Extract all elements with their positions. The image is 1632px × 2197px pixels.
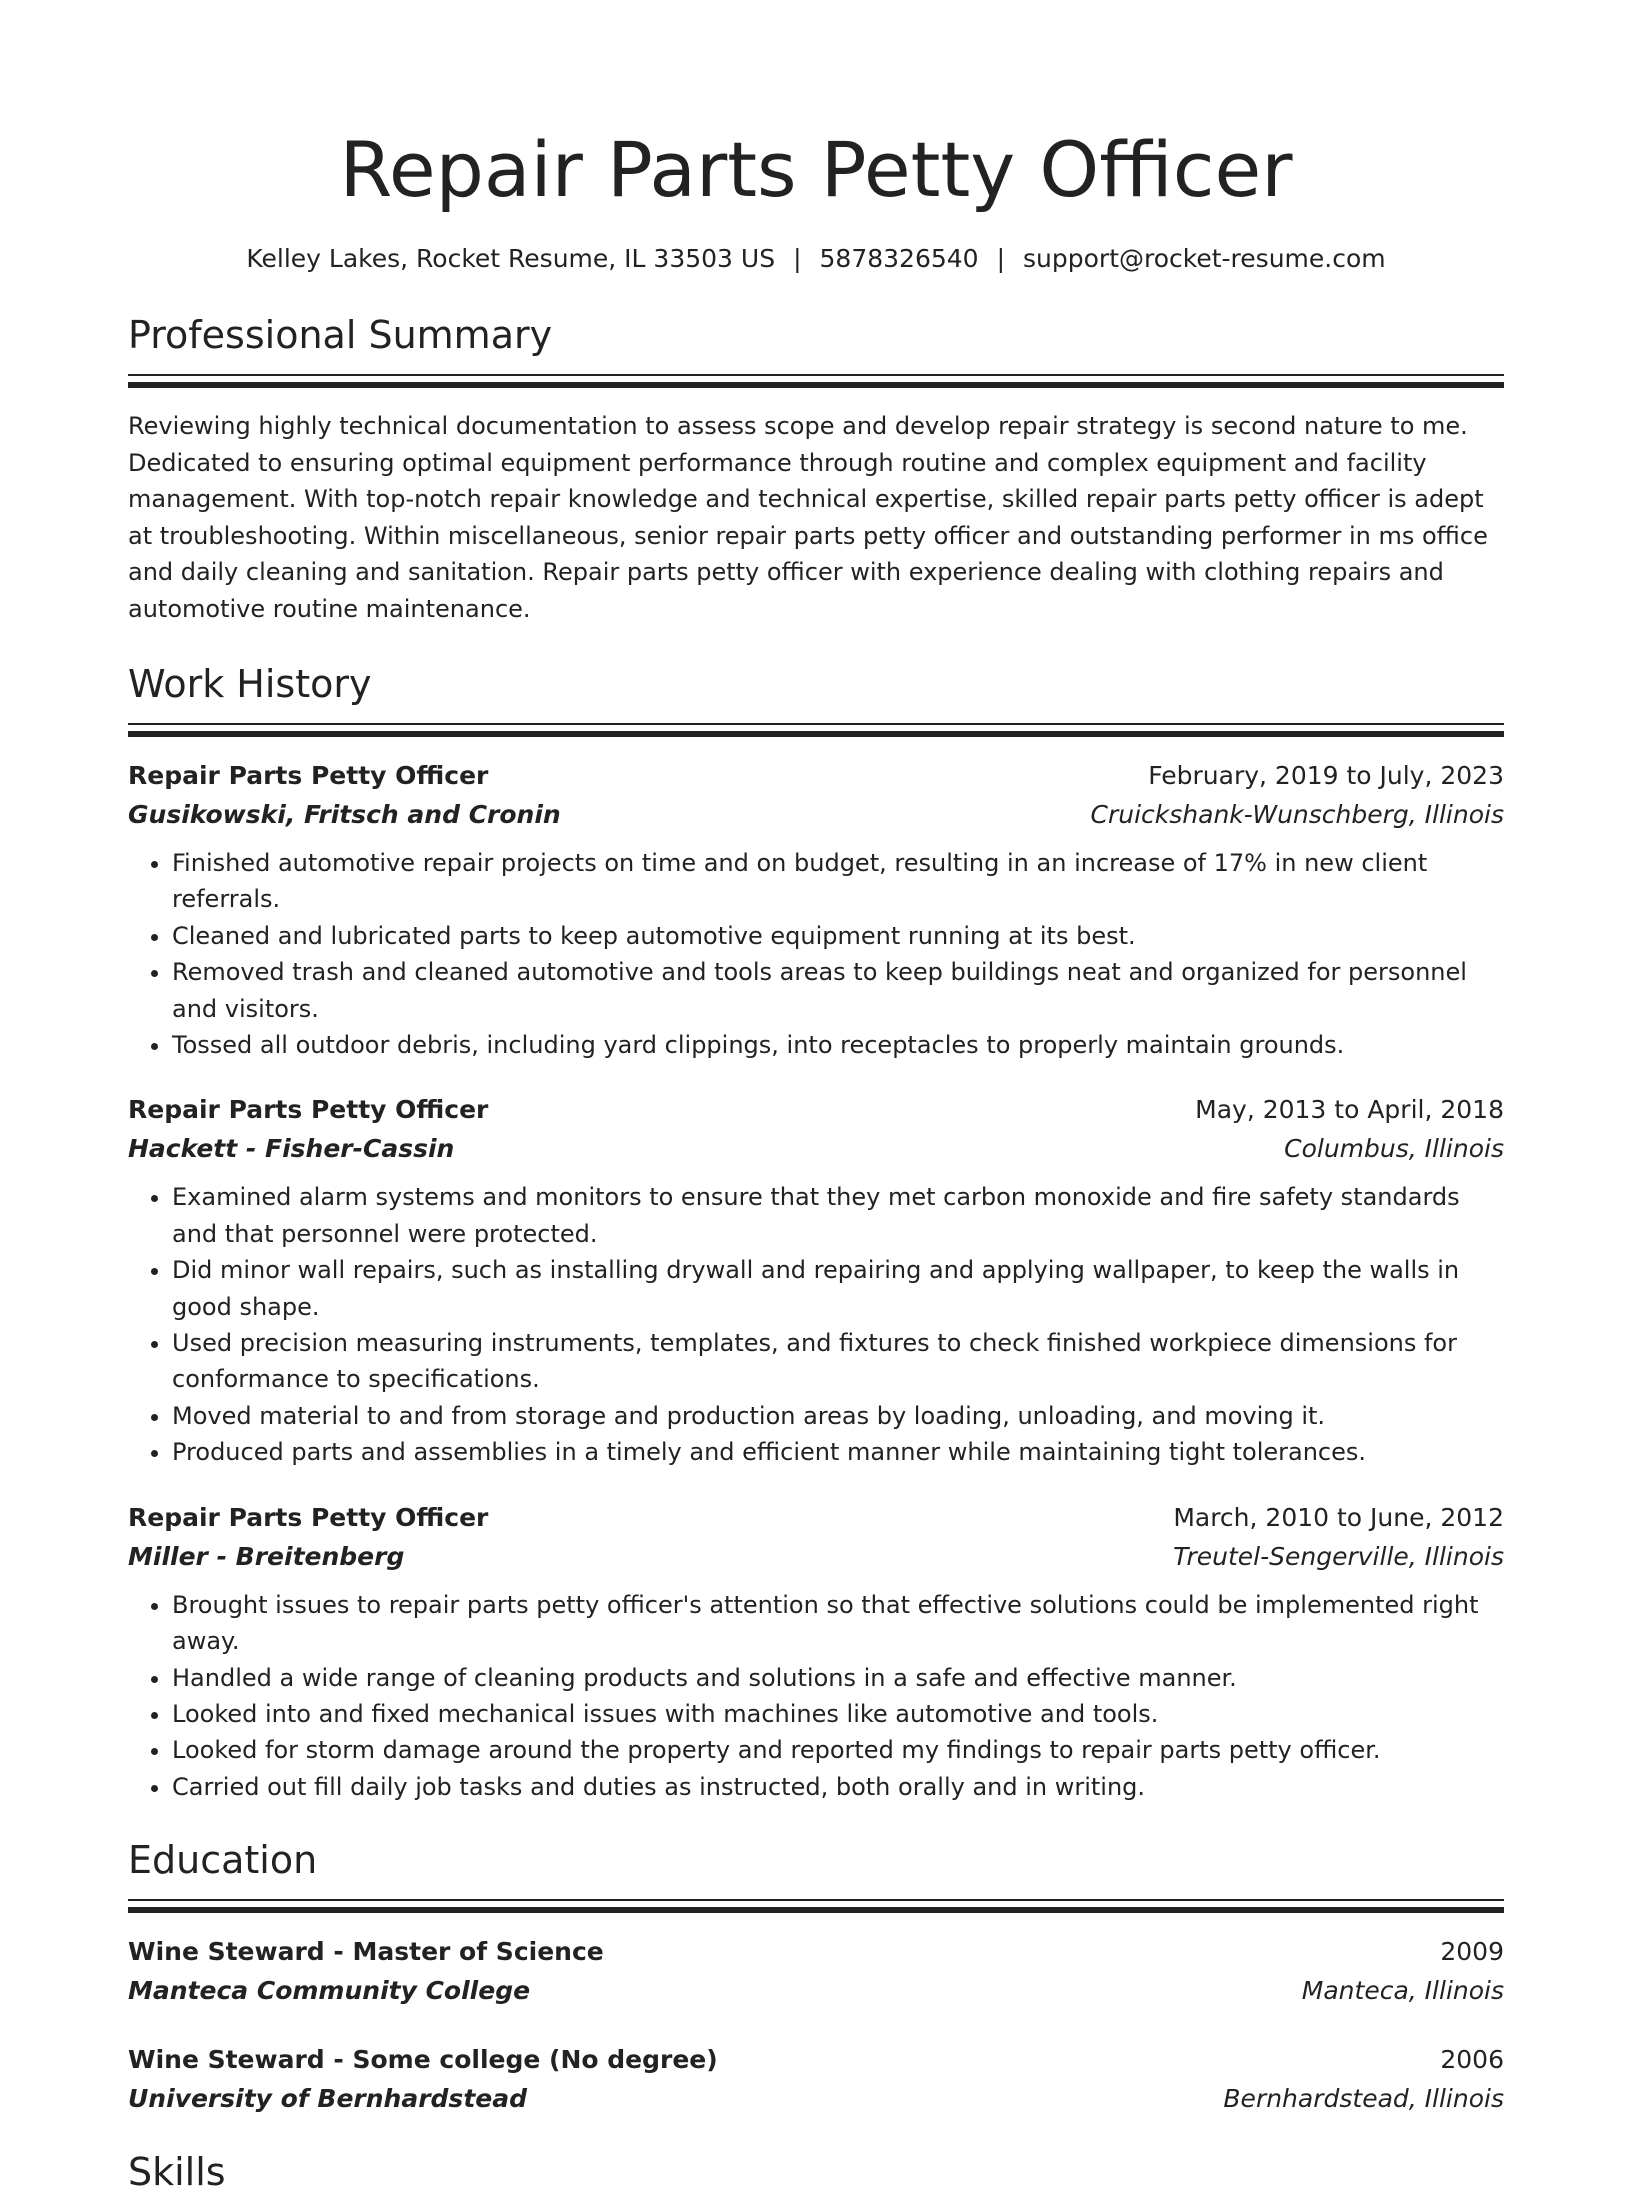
job-bullet: • Removed trash and cleaned automotive and tools areas to keep buildings neat and organized for personnel and visitors. [172, 954, 1504, 1027]
job-title: Repair Parts Petty Officer [128, 761, 489, 790]
job-entry [128, 1499, 1504, 1805]
contact-separator: | [793, 244, 802, 273]
job-entry [128, 1091, 1504, 1470]
job-title: Repair Parts Petty Officer [128, 1095, 489, 1125]
job-dates: May, 2013 to April, 2018 [1195, 1095, 1504, 1125]
job-bullet: • Produced parts and assemblies in a timely and efficient manner while maintaining tight tolerances. [172, 1434, 1504, 1470]
section-heading-summary: Professional Summary [128, 313, 553, 357]
section-divider [128, 374, 1504, 388]
job-company: Miller - Breitenberg [128, 1541, 405, 1571]
education-section [128, 1835, 1504, 2119]
contact-separator: | [996, 244, 1006, 273]
job-title: Repair Parts Petty Officer [128, 1502, 489, 1532]
job-bullets [128, 1179, 1504, 1470]
contact-phone: 5878326540 [819, 244, 979, 273]
job-location: Treutel-Sengerville, Illinois [1173, 1541, 1504, 1571]
education-location: Bernhardstead, Illinois [1223, 2084, 1504, 2114]
education-year: 2009 [1440, 1937, 1504, 1967]
resume-title: Repair Parts Petty Officer [339, 125, 1293, 214]
summary-text: Reviewing highly technical documentation to assess scope and develop repair strategy is second nature to me. Dedicated to ensuring optimal equipment performance through routine and complex equipment and facility management. With top-notch repair knowledge and technical expertise, skilled repair parts petty officer is adept at troubleshooting. Within miscellaneous, senior repair parts petty officer and outstanding performer in ms office and daily cleaning and sanitation. Repair parts petty officer with experience dealing with clothing repairs and automotive routine maintenance. [128, 412, 1488, 623]
job-bullets [128, 845, 1504, 1063]
education-school: University of Bernhardstead [128, 2084, 527, 2114]
resume-content [128, 0, 1504, 2197]
section-heading-education: Education [128, 1838, 318, 1883]
job-bullet: • Examined alarm systems and monitors to ensure that they met carbon monoxide and fire safety standards and that personnel were protected. [172, 1179, 1504, 1252]
job-bullets [128, 1587, 1504, 1805]
job-bullet: • Cleaned and lubricated parts to keep automotive equipment running at its best. [172, 918, 1504, 954]
education-entry [128, 2041, 1504, 2119]
section-heading-work-history: Work History [128, 662, 372, 706]
job-company: Gusikowski, Fritsch and Cronin [128, 800, 561, 829]
contact-email: support@rocket-resume.com [1023, 244, 1386, 273]
job-entry [128, 757, 1504, 1063]
contact-address: Kelley Lakes, Rocket Resume, IL 33503 US [246, 244, 776, 273]
job-bullet: • Tossed all outdoor debris, including yard clippings, into receptacles to properly maintain grounds. [172, 1027, 1504, 1063]
job-bullet: • Brought issues to repair parts petty officer's attention so that effective solutions could be implemented right away. [172, 1587, 1504, 1660]
job-bullet: • Finished automotive repair projects on time and on budget, resulting in an increase of 17% in new client referrals. [172, 845, 1504, 918]
job-dates: February, 2019 to July, 2023 [1148, 761, 1504, 790]
job-location: Cruickshank-Wunschberg, Illinois [1090, 800, 1504, 829]
job-bullet: • Moved material to and from storage and production areas by loading, unloading, and moving it. [172, 1398, 1504, 1434]
job-location: Columbus, Illinois [1284, 1134, 1504, 1164]
education-degree: Wine Steward - Master of Science [128, 1937, 604, 1967]
job-bullet: • Did minor wall repairs, such as installing drywall and repairing and applying wallpaper, to keep the walls in good shape. [172, 1252, 1504, 1325]
job-bullet: • Looked for storm damage around the property and reported my findings to repair parts petty officer. [172, 1732, 1504, 1768]
job-bullet: • Carried out fill daily job tasks and duties as instructed, both orally and in writing. [172, 1769, 1504, 1805]
work-history-section [128, 659, 1504, 1805]
education-year: 2006 [1440, 2045, 1504, 2075]
section-divider [128, 723, 1504, 737]
education-location: Manteca, Illinois [1301, 1976, 1504, 2006]
section-heading-skills: Skills [128, 2150, 226, 2195]
job-bullet: • Looked into and fixed mechanical issues with machines like automotive and tools. [172, 1696, 1504, 1732]
job-dates: March, 2010 to June, 2012 [1173, 1502, 1504, 1532]
education-degree: Wine Steward - Some college (No degree) [128, 2045, 718, 2075]
job-bullet: • Handled a wide range of cleaning products and solutions in a safe and effective manner. [172, 1660, 1504, 1696]
education-school: Manteca Community College [128, 1976, 531, 2006]
contact-line [128, 242, 1504, 276]
summary-section [128, 310, 1504, 627]
section-divider [128, 1899, 1504, 1913]
job-bullet: • Used precision measuring instruments, templates, and fixtures to check finished workpiece dimensions for conformance to specifications. [172, 1325, 1504, 1398]
skills-section [128, 2147, 1504, 2197]
education-entry [128, 1933, 1504, 2011]
job-company: Hackett - Fisher-Cassin [128, 1134, 455, 1164]
